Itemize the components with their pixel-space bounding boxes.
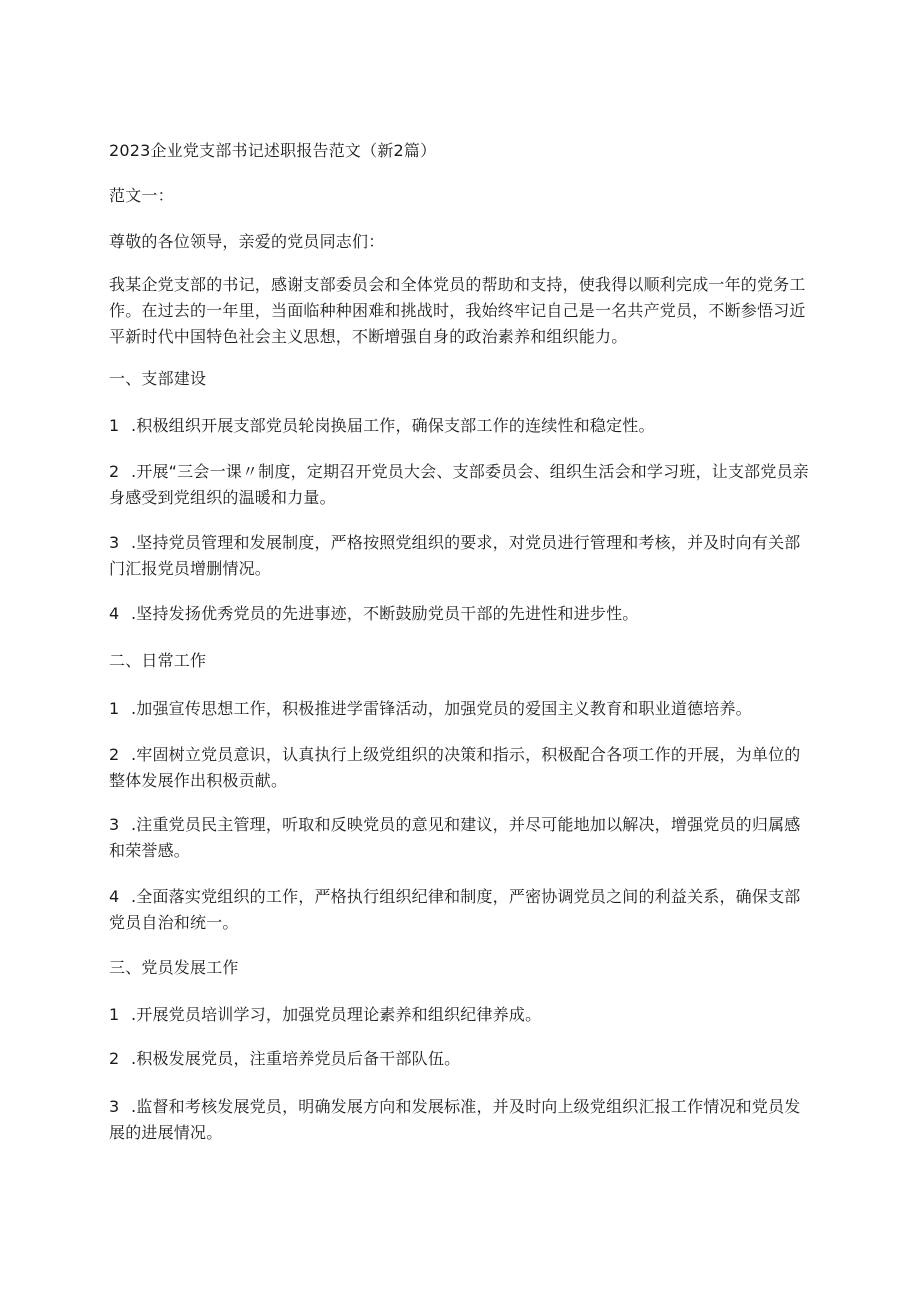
- list-item: [109, 1094, 814, 1146]
- item-text: .开展党员培训学习，加强党员理论素养和组织纪律养成。: [131, 1005, 542, 1024]
- item-number: 3: [109, 533, 120, 552]
- item-number: 2: [109, 462, 120, 481]
- item-text: .积极组织开展支部党员轮岗换届工作，确保支部工作的连续性和稳定性。: [131, 416, 655, 435]
- item-number: 3: [109, 1097, 120, 1116]
- list-item: [109, 1046, 814, 1072]
- item-number: 1: [109, 1005, 120, 1024]
- document-title: 2023企业党支部书记述职报告范文（新2篇）: [109, 141, 437, 160]
- intro-paragraph: 我某企党支部的书记，感谢支部委员会和全体党员的帮助和支持，使我得以顺利完成一年的党务工作。在过去的一年里，当面临种种困难和挑战时，我始终牢记自己是一名共产党员，不断参悟习近平新时代中国特色社会主义思想，不断增强自身的政治素养和组织能力。: [109, 275, 806, 346]
- item-text: .全面落实党组织的工作，严格执行组织纪律和制度，严密协调党员之间的利益关系，确保支部党员自治和统一。: [109, 887, 801, 932]
- item-number: 2: [109, 1049, 120, 1068]
- item-text: .加强宣传思想工作，积极推进学雷锋活动，加强党员的爱国主义教育和职业道德培养。: [131, 699, 752, 718]
- item-text: .坚持党员管理和发展制度，严格按照党组织的要求，对党员进行管理和考核，并及时向有关部门汇报党员增删情况。: [109, 533, 801, 578]
- greeting: 尊敬的各位领导，亲爱的党员同志们：: [109, 232, 385, 251]
- item-number: 2: [109, 745, 120, 764]
- list-item: [109, 884, 814, 936]
- list-item: [109, 413, 814, 439]
- list-item: [109, 601, 814, 627]
- list-item: [109, 696, 814, 722]
- list-item: [109, 459, 814, 511]
- subtitle: 范文一：: [109, 186, 174, 205]
- item-text: .监督和考核发展党员，明确发展方向和发展标准，并及时向上级党组织汇报工作情况和党员发展的进展情况。: [109, 1097, 801, 1142]
- section-heading-1: 一、支部建设: [109, 369, 207, 388]
- item-number: 4: [109, 604, 120, 623]
- item-text: .积极发展党员，注重培养党员后备干部队伍。: [131, 1049, 461, 1068]
- item-number: 4: [109, 887, 120, 906]
- item-text: .开展“三会一课〃制度，定期召开党员大会、支部委员会、组织生活会和学习班，让支部党员亲身感受到党组织的温暖和力量。: [109, 462, 809, 507]
- item-text: .牢固树立党员意识，认真执行上级党组织的决策和指示，积极配合各项工作的开展，为单位的整体发展作出积极贡献。: [109, 745, 801, 790]
- list-item: [109, 530, 814, 582]
- section-heading-2: 二、日常工作: [109, 651, 207, 670]
- item-text: .坚持发扬优秀党员的先进事迹，不断鼓励党员干部的先进性和进步性。: [131, 604, 639, 623]
- section-heading-3: 三、党员发展工作: [109, 958, 239, 977]
- list-item: [109, 1002, 814, 1028]
- item-number: 3: [109, 815, 120, 834]
- item-number: 1: [109, 416, 120, 435]
- item-number: 1: [109, 699, 120, 718]
- list-item: [109, 742, 814, 794]
- item-text: .注重党员民主管理，听取和反映党员的意见和建议，并尽可能地加以解决，增强党员的归属感和荣誉感。: [109, 815, 801, 860]
- list-item: [109, 812, 814, 864]
